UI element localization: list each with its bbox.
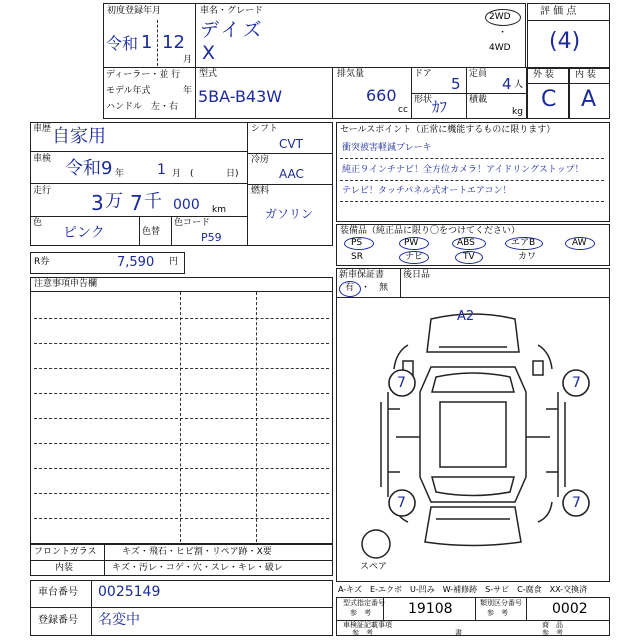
damage-legend: A-キズ E-エクボ U-凹み W-補修跡 S-サビ C-腐食 XX-交換済 [338,585,588,594]
kg-unit: kg [512,107,523,117]
diagram-mark-rr: 7 [572,495,581,511]
first-reg-era: 令和 [106,34,139,53]
interior-grade: A [581,87,597,112]
usage-vsep [139,216,140,246]
chassis-hsep [30,607,333,608]
year-unit: 年 [183,86,193,96]
doors-label: ドア [414,69,432,79]
notes-sep [30,291,333,292]
type-code-value: 19108 [408,601,453,617]
chassis-vsep [91,580,92,636]
man-unit: 万 [105,191,123,212]
interior-cond-value: キズ・汚レ・コゲ・穴・スレ・キレ・破レ [112,563,283,573]
diagram-mark-fr: 7 [572,375,581,391]
equip-tv: TV [463,252,475,262]
type-label: 型式 [199,69,218,79]
footer-a-sub: 参 考 [352,629,373,637]
exterior-grade: C [541,87,557,112]
notes-line-5 [34,418,329,419]
shaken-month-unit: 月 [172,169,182,179]
footer-c-label: 商 品 [542,621,563,629]
interior-cond-label: 内装 [55,563,74,573]
class-code-label: 類別区分番号 [480,599,522,607]
mileage-label: 走行 [33,186,52,196]
drive-4wd: 4WD [489,43,511,53]
rear-items-box [400,268,610,298]
exterior-label: 外 装 [533,70,554,80]
sales-points-title: セールスポイント（正常に機能するものに限ります） [340,125,556,135]
footer-c-sub: 参 考 [542,629,563,637]
warranty-no: ・ 無 [361,283,389,293]
displacement-value: 660 [366,86,397,105]
type-code-ref: 参 考 [350,609,371,617]
sales-line-1 [340,158,604,159]
chassis-value: 0025149 [98,584,161,600]
sen-unit: 千 [144,191,162,212]
rating-sep1 [527,20,610,21]
notes-line-2 [34,343,329,344]
notes-vline-2 [256,292,257,542]
drive-dot: ・ [498,28,508,38]
handle-label: ハンドル 左・右 [106,102,179,112]
aircon-label: 冷房 [251,155,270,165]
aircon-value: AAC [279,167,304,181]
recycle-box [30,252,185,274]
codes-vsep3 [526,597,527,620]
color-code-label: 色コード [174,218,211,228]
displacement-label: 排気量 [337,69,365,79]
shape-label: 形状 [414,95,433,105]
recycle-value: 7,590 [117,255,155,270]
color-code: P59 [201,231,222,244]
diagram-mark-rl: 7 [397,495,406,511]
km-unit: km [212,205,226,215]
person-unit: 人 [514,80,524,90]
warranty-yes: 有 [345,283,355,293]
notes-line-6 [34,443,329,444]
notes-line-1 [34,318,329,319]
spare-label: スペア [360,562,388,572]
sales-point-3: テレビ！タッチパネル式オートエアコン！ [342,186,512,196]
shaken-month: 1 [157,162,166,178]
load-label: 積載 [469,95,488,105]
type-code-label: 型式指定番号 [343,599,385,607]
first-reg-year: 1 [141,32,153,53]
first-reg-divider [157,20,158,66]
rating-label: 評 価 点 [540,6,577,17]
recycle-unit: 円 [169,257,179,267]
glass-value: キズ・飛石・ヒビ割・リペア跡・X要 [122,547,272,557]
chassis-label: 車台番号 [38,587,78,598]
type-value: 5BA-B43W [198,87,283,106]
usage-sep1 [30,151,248,152]
class-code-ref: 参 考 [487,609,508,617]
notes-line-8 [34,493,329,494]
equip-abs: ABS [457,238,475,248]
notes-line-7 [34,468,329,469]
color-label: 色 [33,218,43,228]
kubun-label: 車歴 [33,124,52,134]
month-unit: 月 [183,55,193,65]
mech-sep1 [247,153,333,154]
diagram-mark-fl: 7 [397,375,406,391]
fuel-label: 燃料 [251,186,270,196]
glass-hsep [30,560,333,561]
shift-label: シフト [251,124,279,134]
doors-value: 5 [451,75,461,93]
shaken-day-unit: 日) [226,169,239,179]
class-code-value: 0002 [552,601,588,617]
sales-line-3 [340,201,604,202]
shape-value: ｶﾌ [432,98,448,116]
footer-a-label: 車検証記載事項 [343,621,392,629]
notes-line-9 [34,518,329,519]
shaken-label: 車検 [33,154,52,164]
notes-line-3 [34,368,329,369]
grade-value: X [202,42,216,64]
sales-point-1: 衝突被害軽減ブレーキ [342,143,432,153]
usage-sep2 [30,183,248,184]
notes-line-4 [34,393,329,394]
mileage-sen: 7 [130,191,143,215]
capacity-label: 定員 [469,69,488,79]
recycle-label: R券 [34,257,50,267]
dealer-label: ディーラー・並 行 [106,70,181,80]
mileage-man: 3 [91,191,104,215]
mech-sep2 [247,184,333,185]
capacity-value: 4 [502,75,512,93]
glass-label: フロントガラス [34,547,97,557]
notes-title: 注意事項申告欄 [34,279,98,289]
equip-pw: PW [404,238,419,248]
equip-airbag: エアB [511,238,536,248]
first-reg-label: 初度登録年月 [107,6,162,16]
reg-value: 名変中 [98,612,140,628]
carname-label: 車名・グレード [200,6,264,16]
model-year-label: モデル年式 [106,86,151,96]
usage-vsep2 [171,216,172,246]
sales-point-2: 純正９インチナビ！全方位カメラ！アイドリングストップ！ [342,165,584,175]
carname-value: デイズ [200,19,265,41]
equip-leather: カワ [518,252,537,262]
color-value: ピンク [63,225,105,241]
equip-navi: ナビ [405,252,424,262]
fuel-value: ガソリン [265,207,314,221]
equip-sr: SR [351,252,363,262]
drive-2wd: 2WD [489,12,511,22]
shaken-day-open: ( [190,169,194,179]
first-reg-month: 12 [162,32,185,53]
rating-vsep [568,67,570,119]
shift-value: CVT [279,137,303,151]
equip-ps: PS [351,238,363,248]
kubun-value: 自家用 [52,126,106,147]
interior-label: 内 装 [575,70,596,80]
reg-label: 登録番号 [38,615,78,626]
car-diagram [336,297,610,582]
mileage-rest: 000 [173,197,200,213]
rating-sep3 [527,83,610,84]
color-change-label: 色替 [142,227,161,237]
codes-vsep2 [475,597,476,620]
equip-aw: AW [572,238,587,248]
footer-b-label: 書 [455,629,462,637]
warranty-label: 新車保証書 [339,270,385,280]
rating-score: (4) [549,29,581,54]
sales-line-2 [340,180,604,181]
equipment-title: 装備品（純正品に限り〇をつけてください） [340,226,521,236]
notes-vline-1 [180,292,181,542]
shaken-era: 令和9 [65,158,113,179]
cc-unit: cc [398,105,408,115]
diagram-mark-a2: A2 [457,309,475,324]
shaken-year-unit: 年 [115,169,125,179]
rear-items-label: 後日品 [403,270,431,280]
